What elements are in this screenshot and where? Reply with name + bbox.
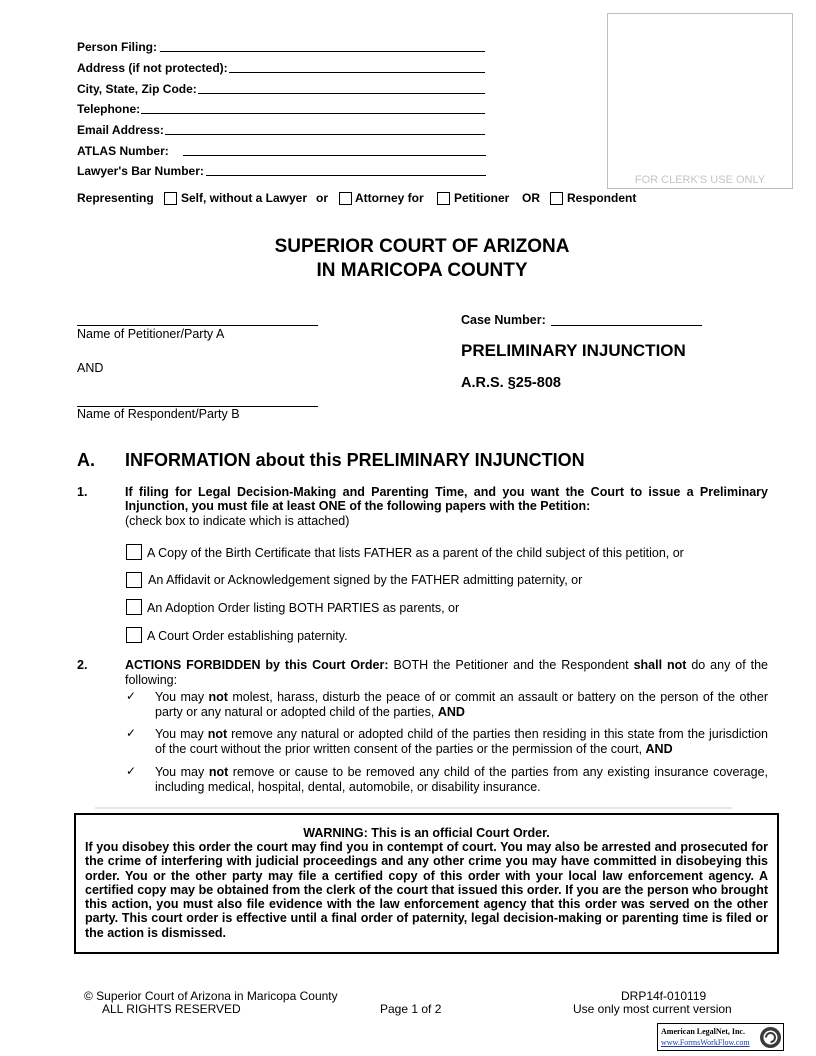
court-title xyxy=(0,235,816,283)
bar-number-label: Lawyer's Bar Number: xyxy=(77,164,204,178)
petitioner-name-line[interactable] xyxy=(77,325,318,326)
person-filing-label: Person Filing: xyxy=(77,40,158,54)
item1-number: 1. xyxy=(77,485,88,499)
respondent-caption: Name of Respondent/Party B xyxy=(77,407,240,421)
checkmark-icon: ✓ xyxy=(126,726,137,740)
court-title-line1: SUPERIOR COURT OF ARIZONA xyxy=(274,236,570,257)
forbidden-3-pre: You may xyxy=(155,765,209,779)
forbidden-1-and: AND xyxy=(437,704,465,719)
badge-logo-icon xyxy=(759,1026,782,1049)
footer-page: Page 1 of 2 xyxy=(380,1002,442,1016)
city-state-zip-label: City, State, Zip Code: xyxy=(77,82,197,96)
divider xyxy=(95,807,732,809)
birth-certificate-option: A Copy of the Birth Certificate that lists FATHER as a parent of the child subject of this petition, or xyxy=(147,546,684,560)
section-a-letter: A. xyxy=(77,450,95,470)
section-a-heading: INFORMATION about this PRELIMINARY INJUNCTION xyxy=(125,450,585,470)
legalnet-badge[interactable] xyxy=(657,1023,784,1051)
clerk-use-box xyxy=(607,13,793,189)
forbidden-2-and: AND xyxy=(645,741,673,756)
petitioner-checkbox[interactable] xyxy=(437,192,450,205)
checkmark-icon: ✓ xyxy=(126,764,137,778)
clerk-use-label: FOR CLERK'S USE ONLY xyxy=(634,174,766,186)
item2-number: 2. xyxy=(77,658,88,672)
forbidden-2-not: not xyxy=(207,727,228,741)
respondent-checkbox[interactable] xyxy=(550,192,563,205)
item2-lead-text: BOTH the Petitioner and the Respondent xyxy=(388,658,634,672)
case-number-label: Case Number: xyxy=(461,313,546,327)
footer-version-note: Use only most current version xyxy=(573,1002,732,1016)
footer-copyright: © Superior Court of Arizona in Maricopa County xyxy=(84,989,338,1003)
forbidden-1-not: not xyxy=(208,690,228,704)
representing-label: Representing xyxy=(77,191,154,205)
adoption-order-option: An Adoption Order listing BOTH PARTIES as parents, or xyxy=(147,601,460,615)
forbidden-1-pre: You may xyxy=(155,690,209,704)
badge-line2: www.FormsWorkFlow.com xyxy=(661,1038,750,1047)
email-label: Email Address: xyxy=(77,123,164,137)
item2-lead-end: do any of the following: xyxy=(125,658,768,687)
or-label: or xyxy=(316,191,328,205)
item2-shall-not: shall not xyxy=(633,658,687,672)
respondent-label: Respondent xyxy=(567,191,637,205)
attorney-checkbox[interactable] xyxy=(339,192,352,205)
city-state-zip-line[interactable] xyxy=(198,93,485,94)
item2-lead-bold: ACTIONS FORBIDDEN by this Court Order: xyxy=(125,658,389,672)
warning-title: WARNING: This is an official Court Order. xyxy=(303,826,550,840)
email-line[interactable] xyxy=(165,134,485,135)
item1-text: If filing for Legal Decision-Making and Parenting Time, and you want the Court to issue a Preliminary Injunction, you must file at least ONE of the following papers with the Petition: xyxy=(125,485,768,513)
and-caption: AND xyxy=(77,361,104,375)
warning-box xyxy=(74,813,779,954)
affidavit-checkbox[interactable] xyxy=(126,572,142,588)
statute-reference: A.R.S. §25-808 xyxy=(461,375,561,391)
atlas-number-line[interactable] xyxy=(183,155,486,156)
adoption-order-checkbox[interactable] xyxy=(126,599,142,615)
affidavit-option: An Affidavit or Acknowledgement signed by the FATHER admitting paternity, or xyxy=(148,573,583,587)
forbidden-2-pre: You may xyxy=(155,727,208,741)
person-filing-line[interactable] xyxy=(160,51,485,52)
address-line[interactable] xyxy=(229,72,485,73)
item1-note: (check box to indicate which is attached) xyxy=(125,514,350,528)
case-number-line[interactable] xyxy=(551,325,702,326)
court-order-option: A Court Order establishing paternity. xyxy=(147,629,348,643)
self-label: Self, without a Lawyer xyxy=(181,191,308,205)
forbidden-item-1 xyxy=(155,690,768,719)
forbidden-1-text: molest, harass, disturb the peace of or commit an assault or battery on the person of the other party or any natural or adopted child of the parties, xyxy=(155,690,768,719)
document-title: PRELIMINARY INJUNCTION xyxy=(461,341,686,360)
attorney-label: Attorney for xyxy=(355,191,424,205)
checkmark-icon: ✓ xyxy=(126,689,137,703)
forbidden-2-text: remove any natural or adopted child of the parties then residing in this state from the jurisdiction of the court without the prior written consent of the parties or the permission of the court, xyxy=(155,727,769,756)
court-order-checkbox[interactable] xyxy=(126,627,142,643)
footer-rights: ALL RIGHTS RESERVED xyxy=(102,1002,241,1016)
address-label: Address (if not protected): xyxy=(77,61,228,75)
telephone-label: Telephone: xyxy=(77,102,141,116)
or-caps-label: OR xyxy=(522,191,540,205)
forbidden-item-2 xyxy=(155,727,768,756)
petitioner-caption: Name of Petitioner/Party A xyxy=(77,327,225,341)
forbidden-item-3 xyxy=(155,765,768,794)
footer-form-id: DRP14f-010119 xyxy=(621,989,707,1003)
birth-certificate-checkbox[interactable] xyxy=(126,544,142,560)
telephone-line[interactable] xyxy=(141,113,485,114)
atlas-number-label: ATLAS Number: xyxy=(77,144,169,158)
self-checkbox[interactable] xyxy=(164,192,177,205)
petitioner-label: Petitioner xyxy=(454,191,510,205)
forbidden-3-text: remove or cause to be removed any child of the parties from any existing insurance coverage, including medical, hospital, dental, automobile, or disability insurance. xyxy=(155,765,768,794)
bar-number-line[interactable] xyxy=(206,175,486,176)
warning-body: If you disobey this order the court may find you in contempt of court. You may also be arrested and prosecuted for the crime of interfering with judicial proceedings and any other crime you may have committed in disobeying this order. You or the other party may file a certified copy of this order with your local law enforcement agency. A certified copy may be obtained from the clerk of the court that issued this order. If you are the person who brought this action, you must also file evidence with the law enforcement agency that this order was served on the other party. This court order is effective until a final order of paternity, legal decision-making or parenting time is filed or the action is dismissed. xyxy=(85,840,768,940)
court-title-line2: IN MARICOPA COUNTY xyxy=(316,260,528,281)
item2-lead xyxy=(125,658,768,687)
badge-line1: American LegalNet, Inc. xyxy=(661,1027,745,1036)
forbidden-3-not: not xyxy=(208,765,229,779)
